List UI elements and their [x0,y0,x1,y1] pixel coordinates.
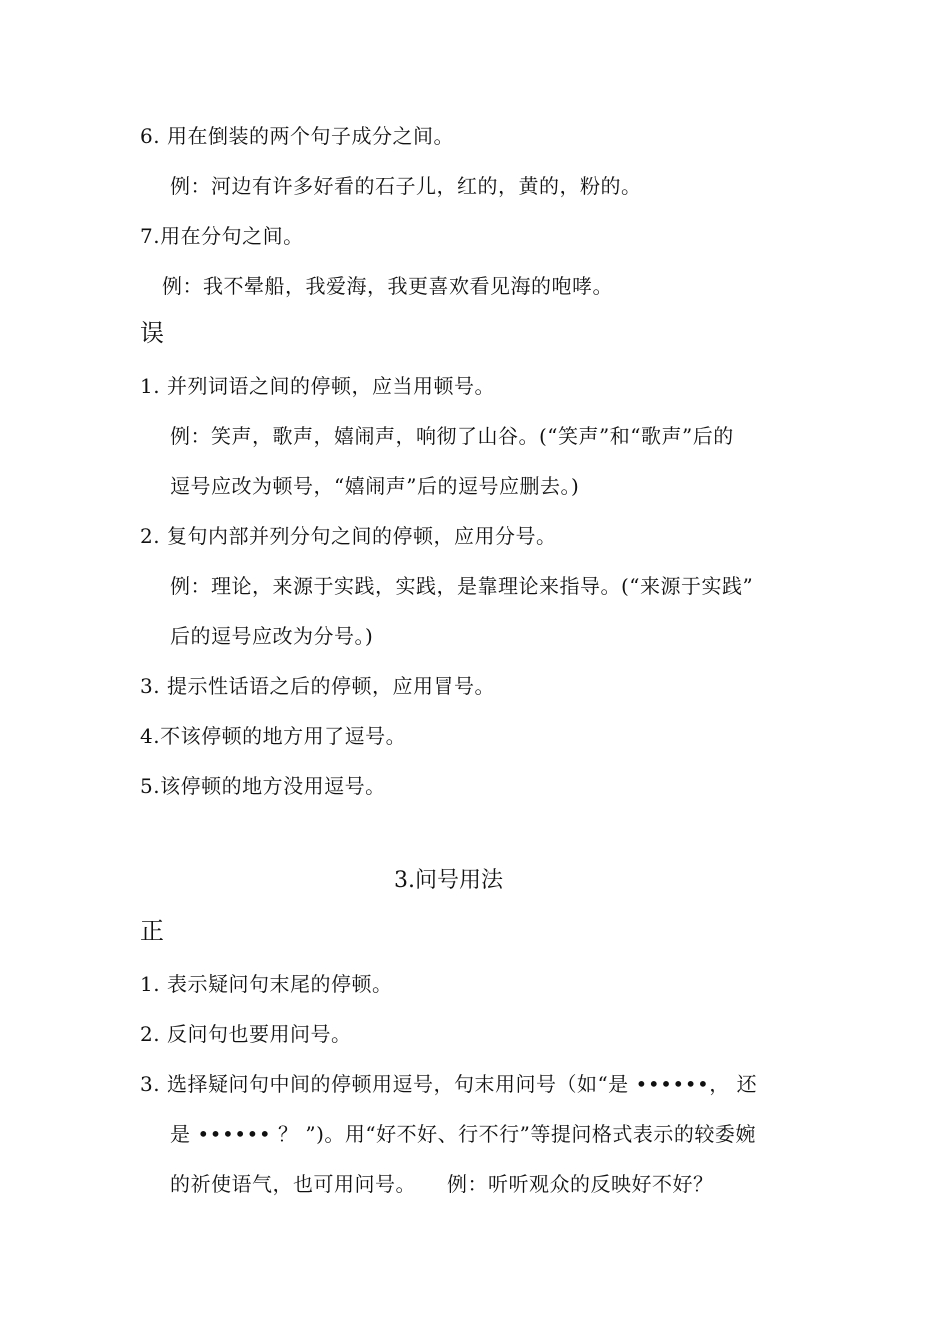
correct-usage-marker: 正 [140,917,164,945]
rule-line: 2. 复句内部并列分句之间的停顿，应用分号。 [140,524,557,548]
example-line: 例：笑声，歌声，嬉闹声，响彻了山谷。(“笑声”和“歌声”后的 [170,424,734,448]
rule-line: 2. 反问句也要用问号。 [140,1022,352,1046]
rule-line: 3. 选择疑问句中间的停顿用逗号，句末用问号（如“是 ••••••， 还 [140,1072,758,1096]
rule-line: 4.不该停顿的地方用了逗号。 [140,724,407,748]
rule-line: 6. 用在倒装的两个句子成分之间。 [140,124,454,148]
rule-line: 1. 表示疑问句末尾的停顿。 [140,972,393,996]
example-line: 例：我不晕船，我爱海，我更喜欢看见海的咆哮。 [162,274,613,298]
example-line: 逗号应改为顿号，“嬉闹声”后的逗号应删去。) [170,474,580,498]
rule-line-continued: 是 •••••• ？ ”)。用“好不好、行不行”等提问格式表示的较委婉 [170,1122,756,1146]
rule-line: 1. 并列词语之间的停顿，应当用顿号。 [140,374,495,398]
example-line: 例：河边有许多好看的石子儿，红的，黄的，粉的。 [170,174,642,198]
rule-line: 3. 提示性话语之后的停顿，应用冒号。 [140,674,495,698]
rule-line-continued: 的祈使语气，也可用问号。 例：听听观众的反映好不好？ [170,1172,714,1196]
wrong-usage-marker: 误 [140,319,164,347]
rule-line: 5.该停顿的地方没用逗号。 [140,774,386,798]
rule-line: 7.用在分句之间。 [140,224,304,248]
example-line: 后的逗号应改为分号。) [170,624,374,648]
section-title: 3.问号用法 [394,868,503,893]
example-line: 例：理论，来源于实践，实践，是靠理论来指导。(“来源于实践” [170,574,754,598]
